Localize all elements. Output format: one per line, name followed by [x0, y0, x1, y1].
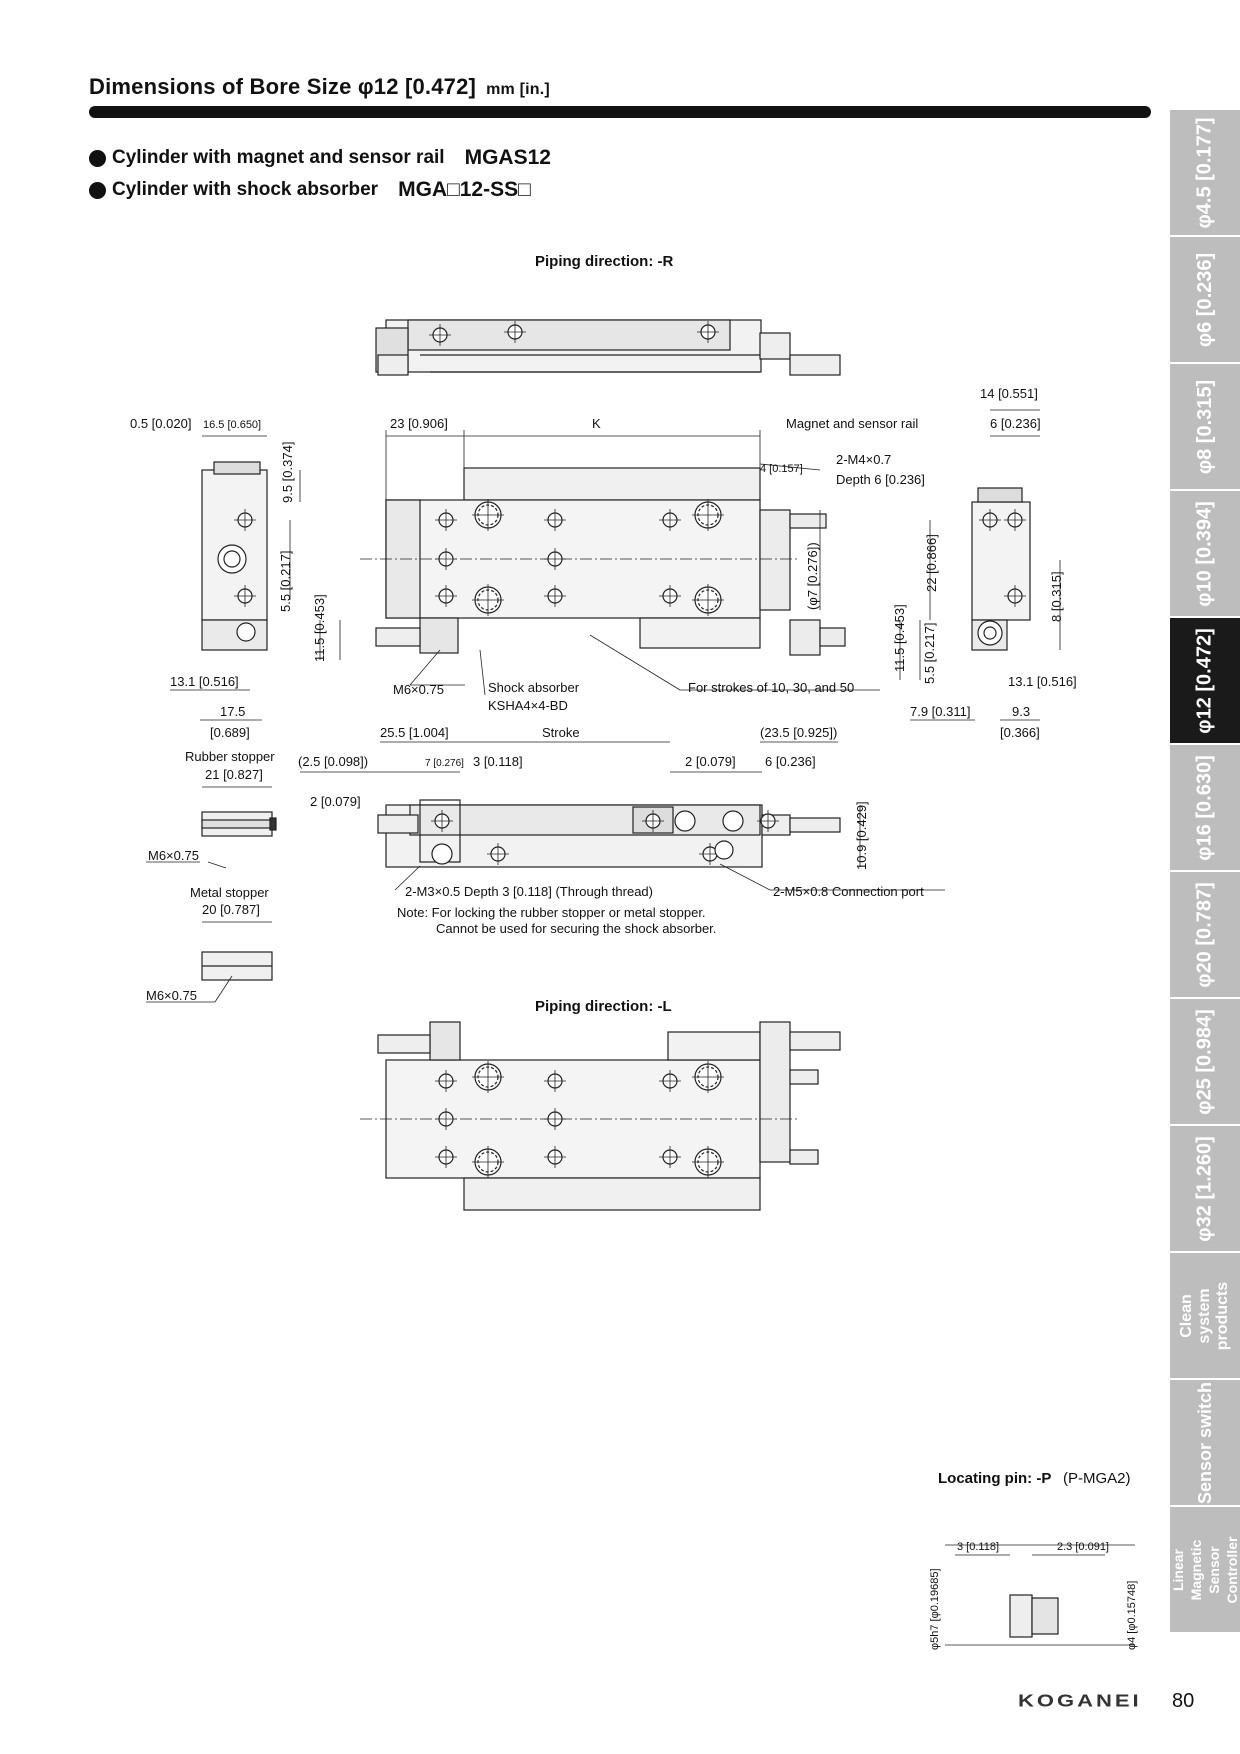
dim-10.9: 10.9 [0.429]: [854, 801, 869, 870]
dim-3: 3 [0.118]: [473, 754, 523, 769]
tab-20[interactable]: [1170, 872, 1240, 997]
pin-dim-phi5: φ5h7 [φ0.19685]: [929, 1568, 941, 1650]
note-line-2: Cannot be used for securing the shock absorber.: [436, 921, 717, 936]
dim-23.5: (23.5 [0.925]): [760, 725, 838, 740]
dim-9.5: 9.5 [0.374]: [280, 441, 295, 503]
tab-25[interactable]: [1170, 999, 1240, 1124]
tab-clean-system[interactable]: [1170, 1253, 1240, 1378]
tab-label: Sensor switch: [1195, 1381, 1216, 1504]
bore-size-tabs: [1170, 110, 1240, 1634]
dim-23: 23 [0.906]: [390, 416, 448, 431]
metal-stopper-drawing: [202, 952, 272, 980]
left-side-view: [202, 462, 267, 650]
tab-label: φ20 [0.787]: [1194, 881, 1217, 988]
dim-k: K: [592, 416, 601, 431]
piping-r-label: Piping direction: -R: [535, 253, 674, 270]
bullet-2-model: MGA□12-SS□: [398, 178, 531, 201]
tab-label: φ25 [0.984]: [1194, 1008, 1217, 1115]
note-line-1: Note: For locking the rubber stopper or metal stopper.: [397, 905, 706, 920]
magnet-sensor-rail-label: Magnet and sensor rail: [786, 416, 919, 431]
tab-10[interactable]: [1170, 491, 1240, 616]
dim-6-b: 6 [0.236]: [765, 754, 816, 769]
dim-7.9: 7.9 [0.311]: [910, 704, 971, 719]
dim-21: 21 [0.827]: [205, 767, 263, 782]
tab-sensor-switch[interactable]: [1170, 1380, 1240, 1505]
tab-16[interactable]: [1170, 745, 1240, 870]
dim-11.5-left: 11.5 [0.453]: [312, 594, 327, 662]
tab-4.5[interactable]: [1170, 110, 1240, 235]
title-text: Dimensions of Bore Size φ12 [0.472]: [89, 74, 477, 99]
m3-label: 2-M3×0.5 Depth 3 [0.118] (Through thread): [405, 884, 653, 899]
rubber-stopper-label: Rubber stopper: [185, 749, 275, 764]
page-number: 80: [1172, 1690, 1195, 1712]
tab-label: φ6 [0.236]: [1194, 252, 1217, 347]
bullet-1-model: MGAS12: [464, 146, 551, 169]
tab-label: φ4.5 [0.177]: [1194, 116, 1217, 229]
dim-6-right: 6 [0.236]: [990, 416, 1041, 431]
dim-13.1-right: 13.1 [0.516]: [1008, 674, 1077, 689]
rubber-stopper-drawing: [202, 812, 276, 836]
dim-0.5: 0.5 [0.020]: [130, 416, 192, 431]
dim-16.5: 16.5 [0.650]: [203, 419, 262, 431]
locating-pin-drawing: [945, 1545, 1135, 1645]
piping-l-view: [360, 1022, 840, 1210]
dim-17.5-inch: [0.689]: [210, 725, 250, 740]
tab-label: φ12 [0.472]: [1194, 627, 1217, 734]
m4-depth-label: Depth 6 [0.236]: [836, 472, 925, 487]
locating-pin-model: (P-MGA2): [1063, 1470, 1131, 1487]
dim-9.3-inch: [0.366]: [1000, 725, 1040, 740]
dim-8: 8 [0.315]: [1049, 571, 1064, 622]
dim-7b: 7 [0.276]: [425, 758, 464, 769]
tab-32[interactable]: [1170, 1126, 1240, 1251]
shock-absorber-label: Shock absorber: [488, 680, 580, 695]
m6-label-metal: M6×0.75: [146, 988, 197, 1003]
right-side-view: [972, 488, 1030, 650]
dim-2.5: (2.5 [0.098]): [298, 754, 369, 769]
stroke-view: [378, 800, 840, 867]
front-view: [360, 468, 845, 655]
tab-label: Clean system products: [1178, 1281, 1231, 1350]
dim-5.5-left: 5.5 [0.217]: [278, 550, 293, 612]
dim-2-a: 2 [0.079]: [685, 754, 736, 769]
tab-12-active[interactable]: [1170, 618, 1240, 743]
metal-stopper-label: Metal stopper: [190, 885, 269, 900]
dim-14: 14 [0.551]: [980, 386, 1038, 401]
dim-4: 4 [0.157]: [760, 463, 803, 475]
tab-label: φ8 [0.315]: [1194, 379, 1217, 474]
dim-25.5: 25.5 [1.004]: [380, 725, 449, 740]
dim-9.3: 9.3: [1012, 704, 1031, 719]
pin-dim-3: 3 [0.118]: [957, 1541, 999, 1553]
koganei-logo: KOGANEI: [1018, 1690, 1142, 1711]
bullet-2-text: Cylinder with shock absorber: [112, 179, 379, 200]
dim-13.1-left: 13.1 [0.516]: [170, 674, 239, 689]
tab-label: φ32 [1.260]: [1194, 1135, 1217, 1242]
tab-label: φ16 [0.630]: [1194, 754, 1217, 861]
dim-20: 20 [0.787]: [202, 902, 260, 917]
tab-6[interactable]: [1170, 237, 1240, 362]
tab-8[interactable]: [1170, 364, 1240, 489]
dim-phi7: (φ7 [0.276]): [805, 542, 820, 610]
bullet-1-text: Cylinder with magnet and sensor rail: [112, 147, 445, 168]
locating-pin-title: Locating pin: -P: [938, 1470, 1052, 1487]
strokes-note: For strokes of 10, 30, and 50: [688, 680, 855, 695]
top-view: [376, 320, 840, 375]
m6-label-main: M6×0.75: [393, 682, 444, 697]
shock-absorber-model: KSHA4×4-BD: [488, 698, 568, 713]
dim-22: 22 [0.866]: [924, 534, 939, 592]
pin-dim-2.3: 2.3 [0.091]: [1057, 1541, 1109, 1553]
tab-label: φ10 [0.394]: [1194, 500, 1217, 607]
dim-5.5-right: 5.5 [0.217]: [922, 622, 937, 684]
tab-label: Linear Magnetic Sensor Controller: [1170, 1536, 1240, 1603]
stroke-label: Stroke: [542, 725, 580, 740]
tab-linear-magnetic[interactable]: [1170, 1507, 1240, 1632]
dim-11.5-right: 11.5 [0.453]: [892, 604, 907, 672]
pin-dim-phi4: φ4 [φ0.15748]: [1126, 1580, 1138, 1650]
m5-label: 2-M5×0.8 Connection port: [773, 884, 924, 899]
m6-label-rubber: M6×0.75: [148, 848, 199, 863]
piping-l-label: Piping direction: -L: [535, 998, 672, 1015]
title-unit: mm [in.]: [486, 81, 550, 98]
dim-17.5: 17.5: [220, 704, 246, 719]
m4-label: 2-M4×0.7: [836, 452, 892, 467]
dim-2-b: 2 [0.079]: [310, 794, 361, 809]
